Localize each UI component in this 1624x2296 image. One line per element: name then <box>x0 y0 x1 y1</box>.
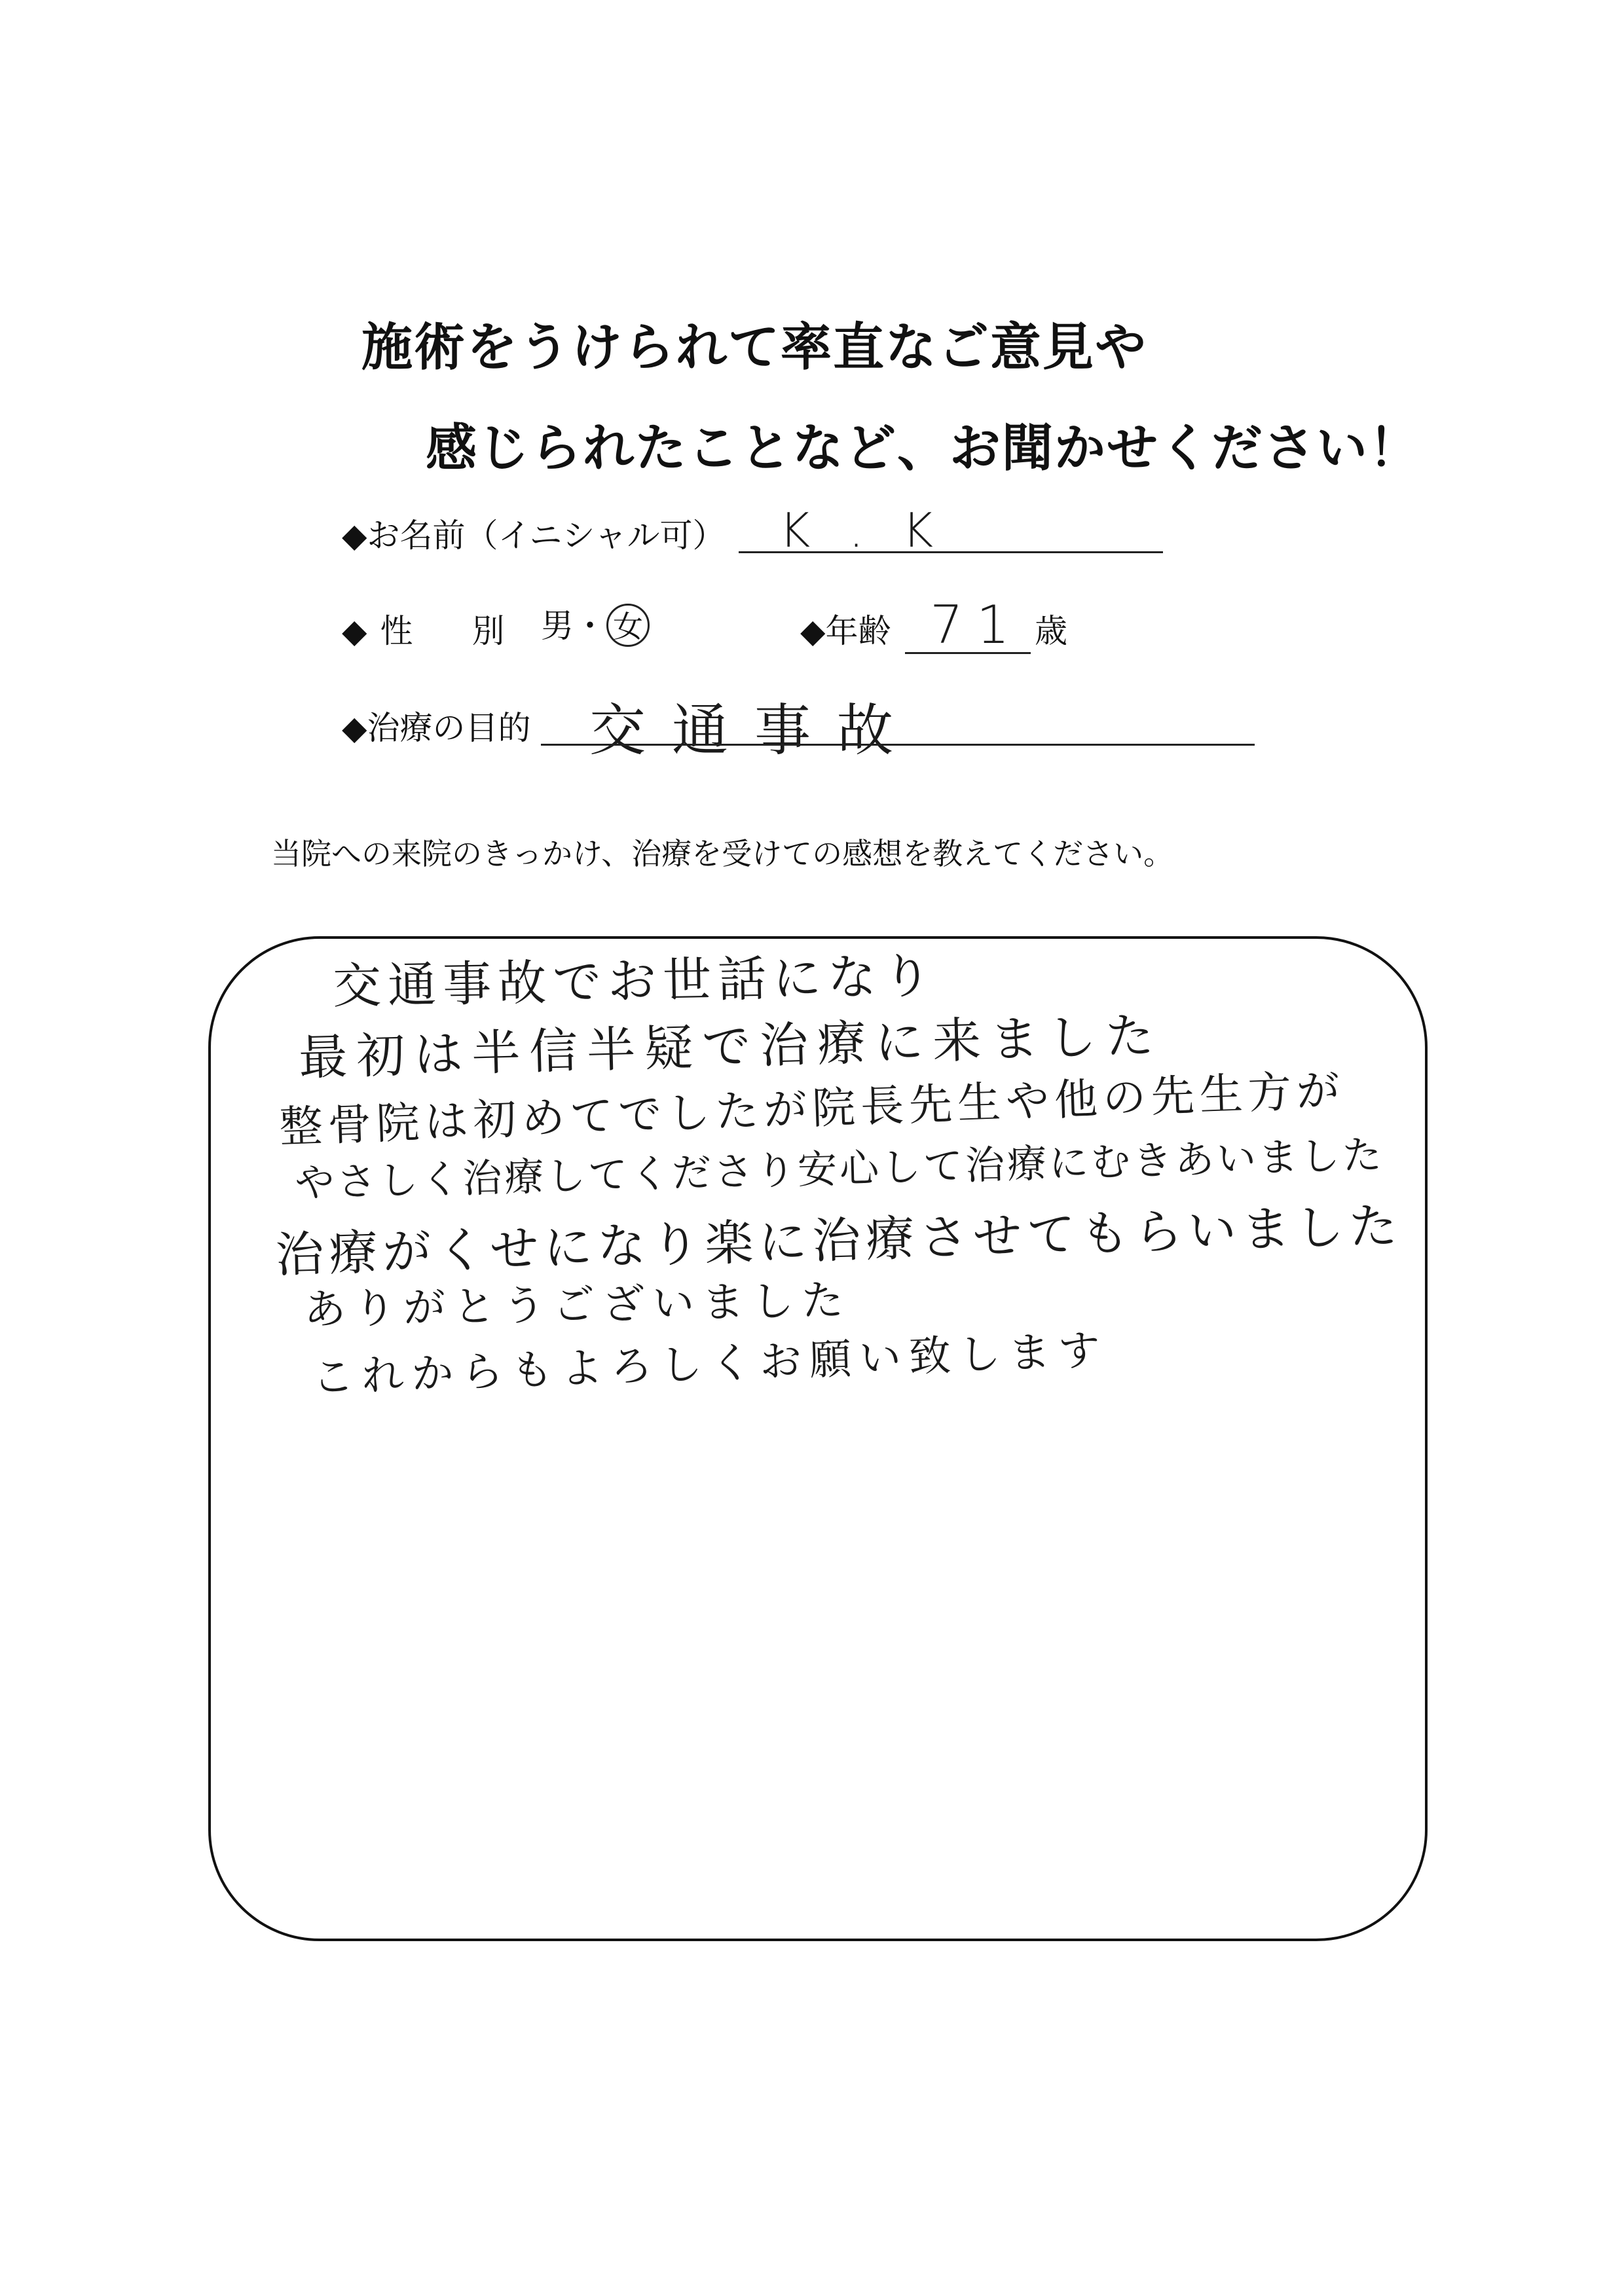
gender-male-option: 男・ <box>541 607 606 645</box>
purpose-underline <box>541 744 1255 746</box>
age-value: 71 <box>930 594 1023 655</box>
form-title-line-1: 施術をうけられて率直なご意見や <box>361 318 1148 377</box>
age-unit: 歳 <box>1035 612 1067 650</box>
name-label: ◆お名前（イニシャル可） <box>342 517 726 555</box>
answer-line-6: ありがとうございました <box>303 1276 852 1335</box>
age-label: ◆年齢 <box>800 612 891 650</box>
purpose-label: ◆治療の目的 <box>342 709 531 747</box>
answer-line-5: 治療がくせになり楽に治療させてもらいました <box>274 1197 1403 1284</box>
age-underline <box>905 652 1031 654</box>
gender-female-option-circled: 女 <box>606 604 650 647</box>
answer-line-7: これからもよろしくお願い致します <box>311 1326 1109 1403</box>
feedback-prompt: 当院への来院のきっかけ、治療を受けての感想を教えてください。 <box>271 836 1174 871</box>
answer-line-4: やさしく治療してくださり安心して治療にむきあいました <box>294 1132 1385 1207</box>
answer-line-2: 最初は半信半疑で治療に来ました <box>298 1007 1164 1087</box>
name-value: K . K <box>779 503 946 558</box>
gender-options <box>541 600 650 647</box>
name-underline <box>739 551 1163 553</box>
purpose-value: 交通事故 <box>589 698 919 763</box>
answer-line-1: 交通事故でお世話になり <box>332 947 938 1015</box>
gender-label: ◆性 別 <box>342 612 518 650</box>
answer-line-3: 整骨院は初めてでしたが院長先生や他の先生方が <box>278 1065 1346 1153</box>
form-title-line-2: 感じられたことなど、お聞かせください！ <box>426 418 1422 478</box>
